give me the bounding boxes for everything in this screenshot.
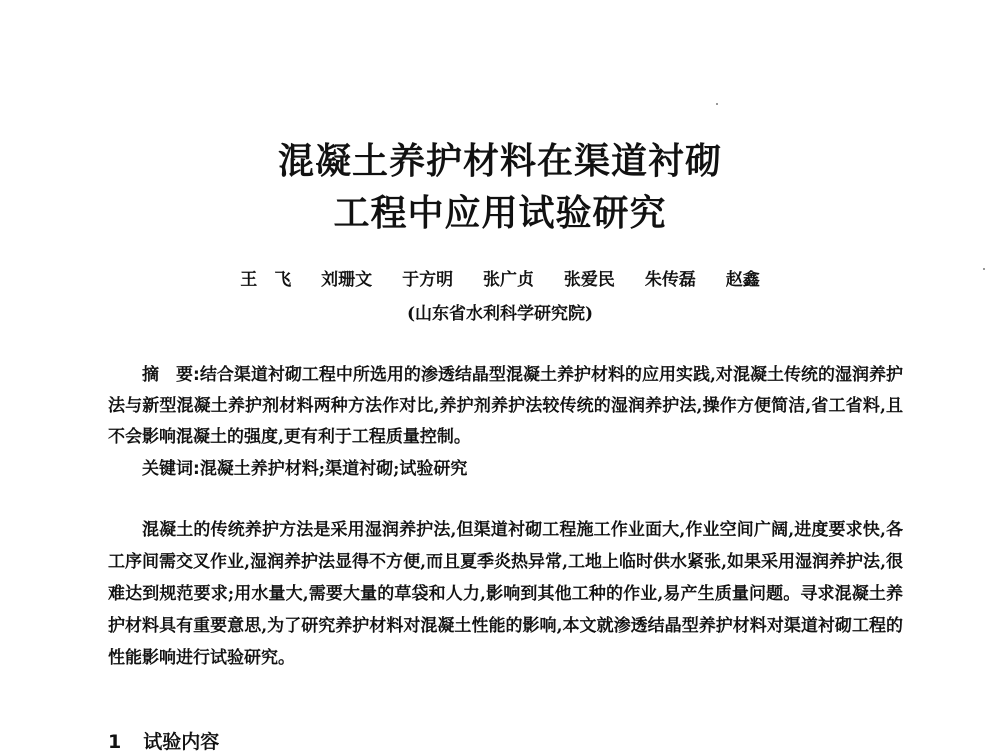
abstract [108,360,903,453]
author-name: 刘珊文 [321,270,373,290]
author-name: 赵鑫 [725,270,760,290]
keywords-label: 关键词: [142,459,200,479]
section-title: 试验内容 [143,731,220,753]
keywords [142,454,902,485]
author-affiliation: (山东省水利科学研究院) [406,304,594,324]
author-name: 张爱民 [563,270,615,290]
abstract-text: 结合渠道衬砌工程中所选用的渗透结晶型混凝土养护材料的应用实践,对混凝土传统的湿润养护法与新型混凝土养护剂材料两种方法作对比,养护剂养护法较传统的湿润养护法,操作方便简洁,省工省料,且不会影响混凝土的强度,更有利于工程质量控制。 [108,365,903,447]
author-name: 于方明 [402,270,454,290]
scan-speck [716,103,718,105]
body-paragraph: 混凝土的传统养护方法是采用湿润养护法,但渠道衬砌工程施工作业面大,作业空间广阔,进度要求快,各工序间需交叉作业,湿润养护法显得不方便,而且夏季炎热异常,工地上临时供水紧张,如果采用湿润养护法,很难达到规范要求;用水量大,需要大量的草袋和人力,影响到其他工种的作业,易产生质量问题。寻求混凝土养护材料具有重要意思,为了研究养护材料对混凝土性能的影响,本文就渗透结晶型养护材料对渠道衬砌工程的性能影响进行试验研究。 [108,520,903,668]
author-name: 张广贞 [483,270,534,290]
keywords-text: 混凝土养护材料;渠道衬砌;试验研究 [199,459,468,479]
section-heading [108,727,219,754]
paper-title-line-2: 工程中应用试验研究 [333,193,667,234]
author-list [0,265,1000,290]
section-number: 1 [108,731,122,753]
author-name: 朱传磊 [644,270,696,290]
abstract-label: 摘 要: [142,365,200,385]
paper-title-line-1: 混凝土养护材料在渠道衬砌 [277,141,722,182]
author-name: 王 飞 [240,270,292,290]
